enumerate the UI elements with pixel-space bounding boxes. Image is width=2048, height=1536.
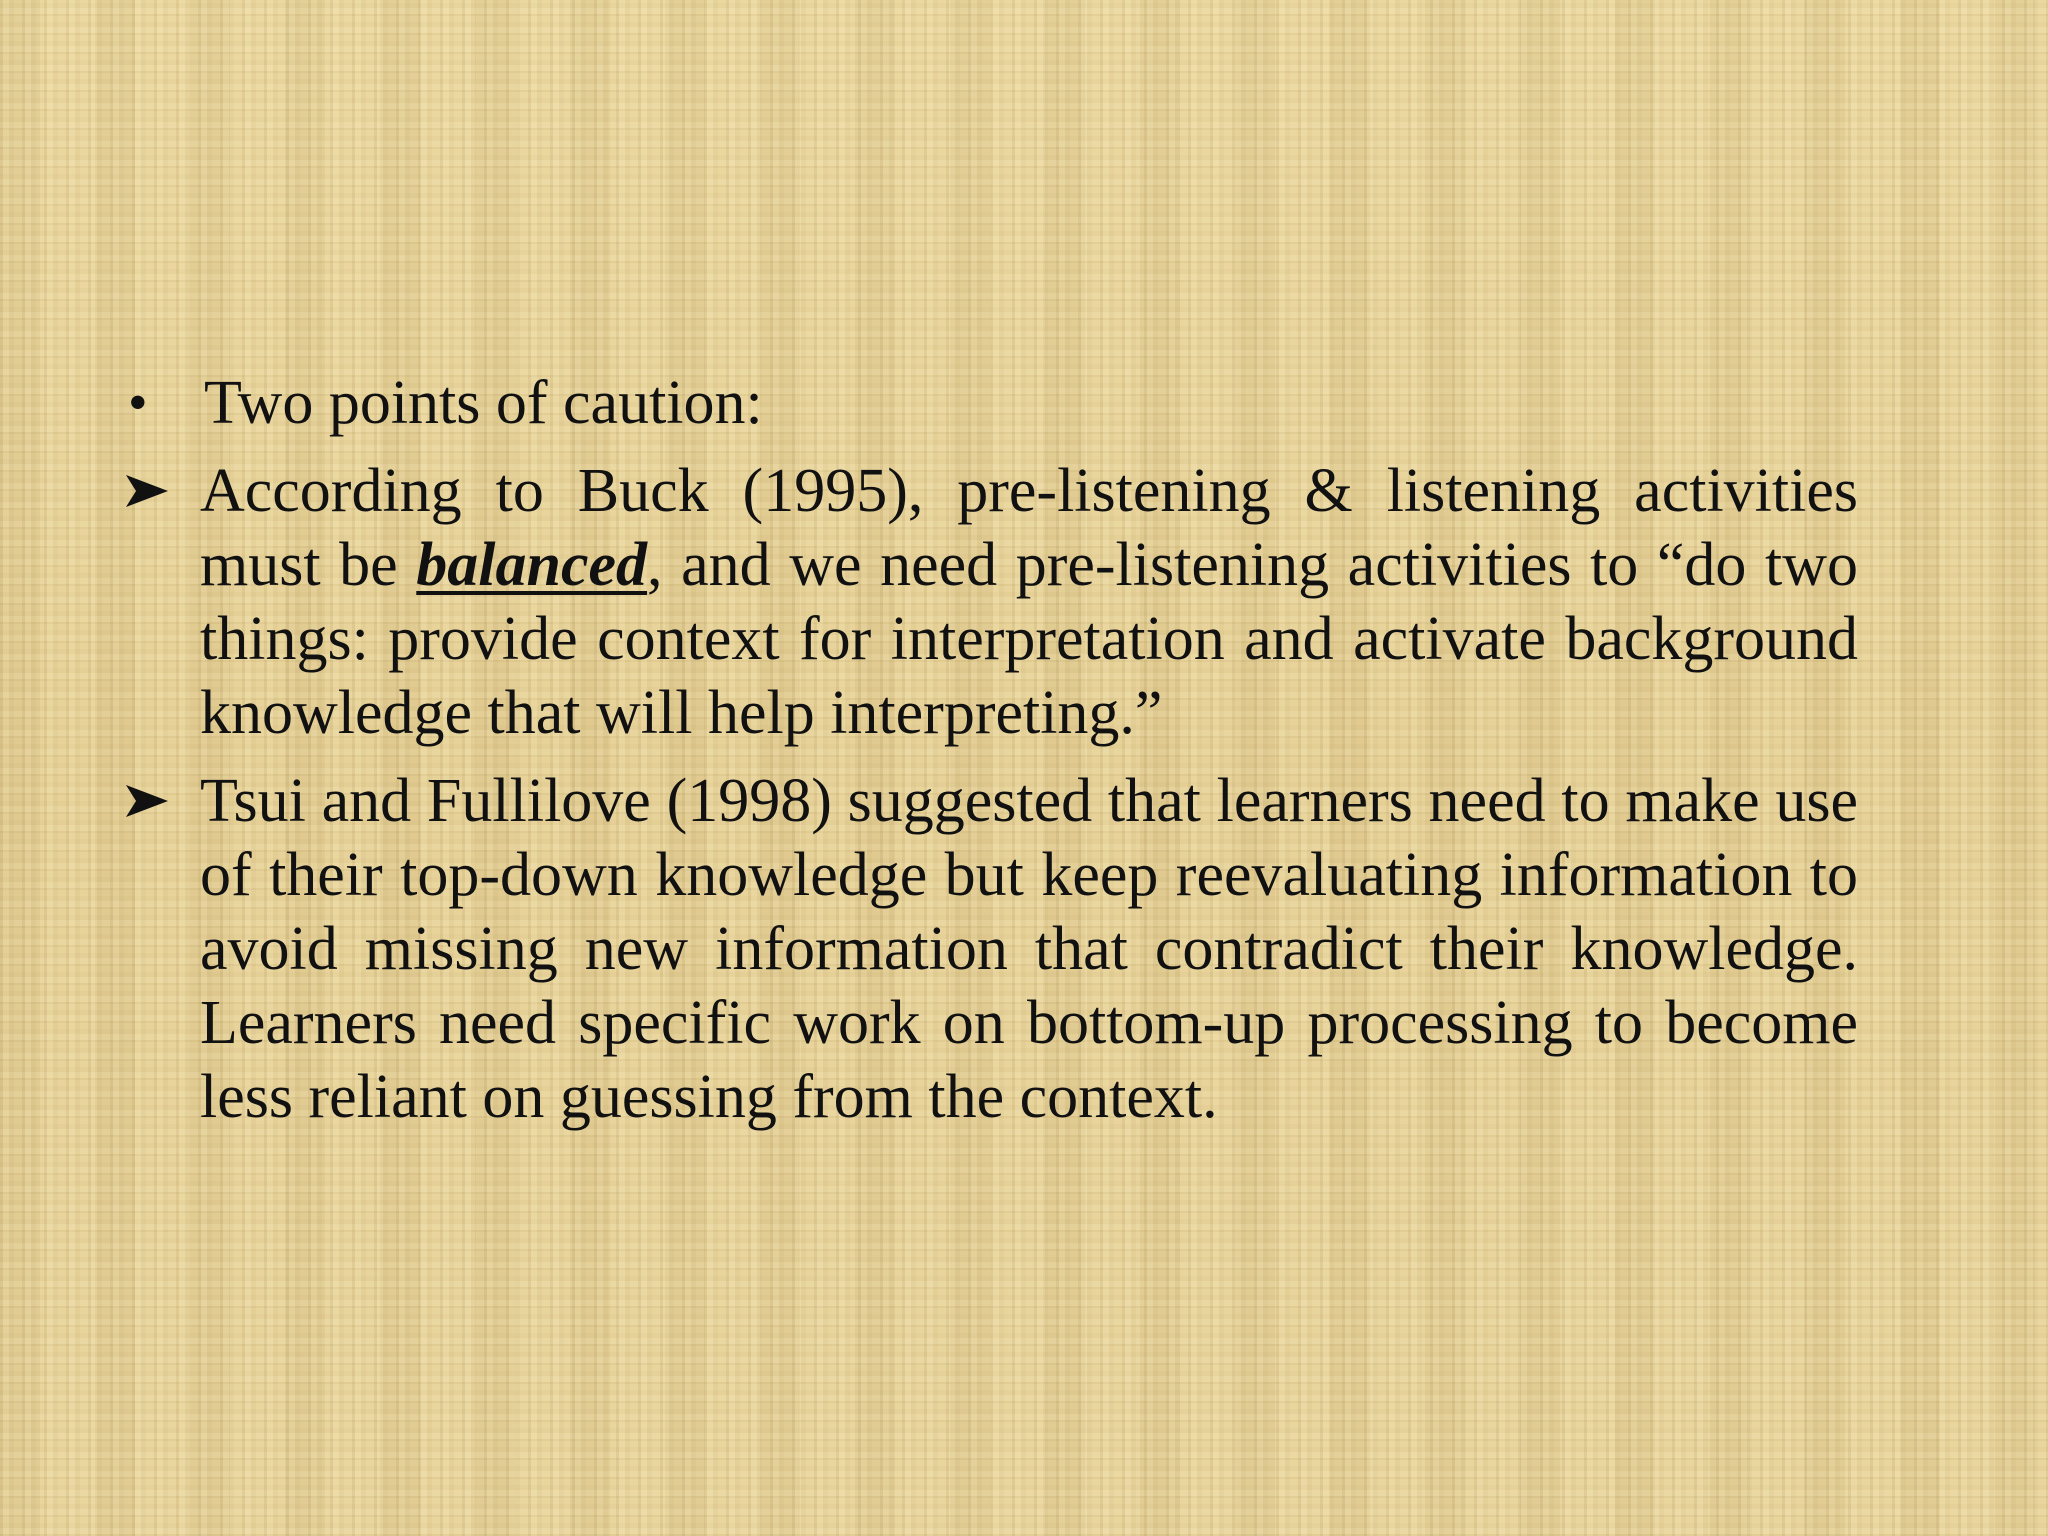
- bullet-text-caution: Two points of caution:: [204, 369, 763, 437]
- buck-text-after: , and we need pre-listening activities to “do two things: provide context for interpretation and activate background knowledge that will help interpreting.”: [200, 531, 1858, 747]
- bullet-dot-icon: •: [128, 372, 148, 434]
- bullet-item-caution: [124, 366, 1858, 440]
- bullet-item-tsui: [124, 764, 1858, 1134]
- bullet-item-buck: [124, 454, 1858, 750]
- buck-text-before: According to Buck (1995), pre-listening & listening activities must be: [200, 457, 1858, 599]
- arrow-bullet-icon: [124, 454, 200, 528]
- arrow-bullet-icon: [124, 764, 200, 838]
- emphasis-balanced: balanced: [416, 531, 648, 599]
- bullet-text-buck: [200, 454, 1858, 750]
- bullet-text-tsui: Tsui and Fullilove (1998) suggested that learners need to make use of their top-down knowledge but keep reevaluating information to avoid missing new information that contradict their knowledge. Learners need specific work on bottom-up processing to become less reliant on guessing from the context.: [200, 767, 1858, 1131]
- slide-body: [124, 366, 1858, 1148]
